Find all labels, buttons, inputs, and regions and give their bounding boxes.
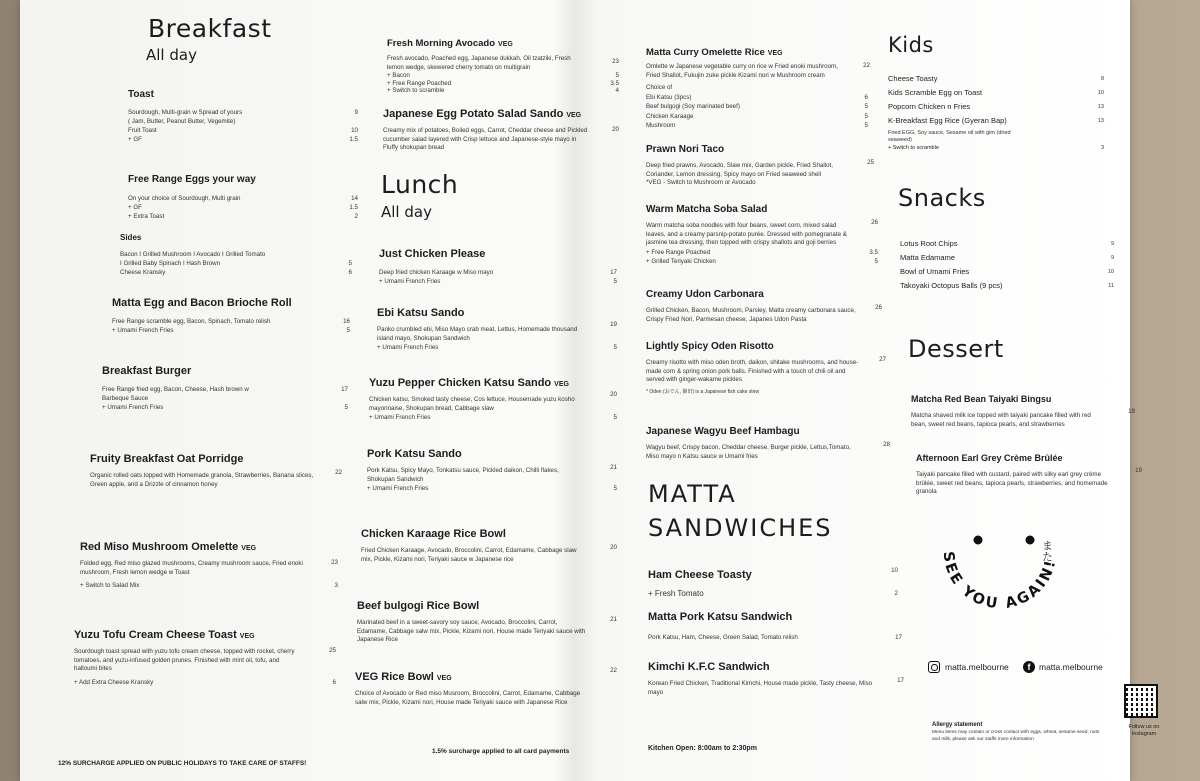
soba-title: Warm Matcha Soba Salad bbox=[646, 204, 768, 215]
veg-bowl-desc: Choice of Avocado or Red miso Musroom, Broccolini, Carrot, Edamame, Cabbage salw mix, Pickle, Kizami nori, House made Teriyaki sauce with Japanese Rice bbox=[355, 690, 581, 706]
brulee-item bbox=[916, 448, 1142, 497]
brioche-addon-price: 5 bbox=[346, 327, 350, 334]
porridge-desc: Organic rolled oats topped with Homemade granola, Strawberries, Banana slices, Green apple, and a Drizzle of cinnamon honey bbox=[90, 472, 314, 488]
hambagu-desc: Wagyu beef, Crispy bacon, Cheddar cheese, Burger pickle, Lettus,Tomato, Miso mayo n Katsu sauce w Umami fries bbox=[646, 444, 851, 460]
brulee-title: Afternoon Earl Grey Crème Brûlée bbox=[916, 453, 1063, 463]
kids-title: Kids bbox=[888, 33, 934, 57]
facebook-link[interactable] bbox=[1023, 661, 1103, 673]
risotto-desc: Creamy risotto with miso oden broth, daikon, shitake mushrooms, and house-made corn & spring onion pork balls. Finished with a touch of chili oil and served with ginger-wakame pickles bbox=[646, 359, 859, 384]
karaage-bowl-item bbox=[361, 524, 617, 564]
yuzu-pepper-addon-price: 5 bbox=[613, 414, 617, 422]
curry-veg: VEG bbox=[767, 50, 783, 57]
snacks-item bbox=[900, 251, 1114, 265]
snacks-item bbox=[900, 265, 1114, 279]
burger-addon-price: 5 bbox=[344, 404, 348, 411]
bulgogi-bowl-title: Beef bulgogi Rice Bowl bbox=[357, 600, 480, 612]
lunch-title: Lunch bbox=[381, 170, 459, 199]
kitchen-hours: Kitchen Open: 8:00am to 2:30pm bbox=[648, 745, 757, 752]
sandwiches-title-2: SANDWICHES bbox=[648, 514, 833, 542]
kids-item-name: Cheese Toasty bbox=[888, 74, 938, 83]
ebi-title: Ebi Katsu Sando bbox=[377, 307, 465, 319]
brulee-price: 19 bbox=[1135, 467, 1142, 474]
eggs-gf-price: 1.5 bbox=[349, 204, 358, 211]
soba-a1-price: 3.5 bbox=[869, 248, 878, 256]
pork-katsu-title: Pork Katsu Sando bbox=[367, 448, 462, 460]
pork-sandwich-title: Matta Pork Katsu Sandwich bbox=[648, 611, 793, 623]
ebi-addon-price: 5 bbox=[613, 344, 617, 352]
brioche-desc: Free Range scramble egg, Bacon, Spinach, Tomato relish bbox=[112, 318, 271, 325]
kids-item-name: Kids Scramble Egg on Toast bbox=[888, 88, 983, 97]
badge-text-path: SEE YOU AGAIN! bbox=[939, 550, 1060, 613]
omelette-addon: + Switch to Salad Mix bbox=[80, 582, 140, 590]
karaage-bowl-desc: Fried Chicken Karaage, Avocado, Broccolini, Carrot, Edamame, Cabbage slaw mix, Pickle, Kizami nori, Teriyaki sauce w Japanese rice bbox=[361, 547, 577, 563]
snacks-item-name: Lotus Root Chips bbox=[900, 239, 958, 248]
kids-item bbox=[888, 72, 1104, 86]
bingsu-title: Matcha Red Bean Taiyaki Bingsu bbox=[911, 394, 1052, 404]
brioche-price: 16 bbox=[343, 318, 350, 325]
eggs-desc: On your choice of Sourdough, Multi grain bbox=[128, 195, 241, 202]
porridge-price: 22 bbox=[335, 469, 342, 476]
avocado-a3: + Switch to scramble bbox=[387, 87, 445, 95]
curry-choice: Choice of bbox=[646, 84, 673, 92]
pork-katsu-addon-price: 5 bbox=[613, 485, 617, 493]
kids-item bbox=[888, 100, 1104, 114]
just-chicken-addon-price: 5 bbox=[613, 278, 617, 285]
yuzu-pepper-title: Yuzu Pepper Chicken Katsu Sando bbox=[369, 377, 552, 389]
eggs-title: Free Range Eggs your way bbox=[128, 174, 256, 185]
pork-katsu-price: 21 bbox=[610, 464, 617, 471]
dessert-title: Dessert bbox=[908, 335, 1004, 363]
kids-item-price: 8 bbox=[1100, 76, 1104, 82]
risotto-title: Lightly Spicy Oden Risotto bbox=[646, 341, 774, 352]
toast-gf-price: 1.5 bbox=[349, 136, 358, 143]
risotto-item bbox=[646, 336, 886, 397]
brioche-addon: + Umami French Fries bbox=[112, 327, 174, 334]
burger-desc-2: Barbeque Sauce bbox=[102, 395, 149, 402]
qr-code[interactable] bbox=[1124, 684, 1158, 718]
curry-c1: Ebi Katsu (3pcs) bbox=[646, 93, 692, 101]
taco-item bbox=[646, 139, 874, 187]
lunch-subtitle: All day bbox=[381, 203, 432, 221]
kimchi-desc: Korean Fried Chicken, Traditional Kimchi, House made pickle, Tasty cheese, Miso mayo bbox=[648, 680, 873, 696]
karaage-bowl-price: 20 bbox=[610, 544, 617, 551]
curry-c4-price: 5 bbox=[864, 122, 868, 130]
avocado-price: 23 bbox=[612, 58, 619, 65]
yuzu-pepper-veg: VEG bbox=[554, 381, 569, 388]
sides-title: Sides bbox=[120, 233, 142, 242]
facebook-icon: f bbox=[1023, 661, 1035, 673]
kids-kb-addon-price: 3 bbox=[1100, 145, 1104, 151]
yuzu-toast-addon: + Add Extra Cheese Kransky bbox=[74, 678, 154, 686]
avocado-a3-price: 4 bbox=[615, 87, 619, 95]
curry-c2: Beef bulgogi (Soy marinated beef) bbox=[646, 103, 740, 111]
porridge-title: Fruity Breakfast Oat Porridge bbox=[90, 453, 244, 465]
curry-title: Matta Curry Omelette Rice bbox=[646, 47, 765, 58]
facebook-handle: matta.melbourne bbox=[1039, 662, 1103, 672]
pork-katsu-desc: Pork Katsu, Spicy Mayo, Tonkatsu sauce, Pickled daikon, Chilli flakes, Shokupan Sandwich bbox=[367, 467, 559, 483]
avocado-desc: Fresh avocado, Poached egg, Japanese dukkah, Oil tzatziki, Fresh lemon wedge, skewered cherry tomato on multigrain bbox=[387, 55, 571, 71]
sides-line2: I Grilled Baby Spinach I Hash Brown bbox=[120, 260, 221, 267]
sides-line1: Bacon I Grilled Mushroom I Avocado I Grilled Tomato bbox=[120, 251, 266, 258]
soba-desc: Warm matcha soba noodles with four beans, sweet corn, mixed salad leaves, and a creamy parsnip-potato purée. Dressed with pomegranate & jasmine tea dressing, then topped with crispy shallots and goji berries bbox=[646, 222, 847, 247]
soba-item bbox=[646, 199, 878, 266]
ebi-addon: + Umami French Fries bbox=[377, 344, 439, 352]
avocado-a1: + Bacon bbox=[387, 72, 410, 80]
curry-item bbox=[646, 42, 870, 131]
burger-desc: Free Range fried egg, Bacon, Cheese, Hash brown w bbox=[102, 386, 249, 393]
just-chicken-price: 17 bbox=[610, 269, 617, 276]
kids-kb-addon: + Switch to scramble bbox=[888, 145, 939, 151]
kids-item-name: Popcorn Chicken n Fries bbox=[888, 102, 971, 111]
bulgogi-bowl-price: 21 bbox=[610, 616, 617, 623]
porridge-item bbox=[90, 449, 342, 489]
hambagu-title: Japanese Wagyu Beef Hambagu bbox=[646, 426, 800, 437]
kids-item-price: 13 bbox=[1097, 118, 1104, 124]
toast-gf: + GF bbox=[128, 136, 142, 143]
veg-bowl-veg: VEG bbox=[436, 675, 452, 682]
curry-c2-price: 5 bbox=[864, 103, 868, 111]
veg-bowl-price: 22 bbox=[610, 667, 617, 674]
snacks-item-price: 9 bbox=[1110, 255, 1114, 261]
toast-desc-2: ( Jam, Butter, Peanut Butter, Vegemite) bbox=[128, 118, 236, 125]
snacks-item-name: Matta Edamame bbox=[900, 253, 956, 262]
breakfast-title: Breakfast bbox=[148, 14, 272, 43]
snacks-item bbox=[900, 279, 1114, 293]
taco-price: 25 bbox=[867, 159, 874, 166]
egg-potato-title: Japanese Egg Potato Salad Sando bbox=[383, 108, 564, 120]
ebi-item bbox=[377, 303, 617, 352]
pork-sandwich-price: 17 bbox=[895, 634, 902, 641]
ham-title: Ham Cheese Toasty bbox=[648, 569, 752, 581]
kids-item bbox=[888, 114, 1104, 128]
kids-item-name: K-Breakfast Egg Rice (Gyeran Bap) bbox=[888, 116, 1007, 125]
ebi-desc: Panko crumbled ebi, Miso Mayo crab meat, Lettus, Homemade thousand island mayo, Shokupan Sandwich bbox=[377, 326, 578, 342]
risotto-note: * Oden (おでん, 御田) is a Japanese fish cake stew bbox=[646, 388, 760, 395]
kids-item-price: 13 bbox=[1097, 104, 1104, 110]
just-chicken-desc: Deep fried chicken Karaage w Miso mayo bbox=[379, 269, 494, 276]
bulgogi-bowl-item bbox=[357, 596, 617, 645]
see-you-again-badge bbox=[930, 522, 1070, 637]
carbonara-desc: Grilled Chicken, Bacon, Mushroom, Parsley, Matta creamy carbonara sauce, Crispy Fried Nori, Parmesan cheese, Japanes Udon Pasta bbox=[646, 307, 856, 323]
snacks-item bbox=[900, 237, 1114, 251]
instagram-icon bbox=[928, 661, 940, 673]
eggs-gf: + GF bbox=[128, 204, 142, 211]
snacks-item-name: Takoyaki Octopus Balls (9 pcs) bbox=[900, 281, 1003, 290]
soba-a1: + Free Range Poached bbox=[646, 248, 711, 256]
snacks-item-name: Bowl of Umami Fries bbox=[900, 267, 970, 276]
allergy-text: Menu items may contain or cross contact with eggs, wheat, sesame seed, nuts and milk, please ask our staffs more information bbox=[932, 730, 1100, 742]
yuzu-pepper-desc: Chicken katsu, Smoked tasty cheese, Cos lettuce, Housemade yuzu kosho mayonnaise, Shokupan bread, Cabbage slaw bbox=[369, 396, 575, 412]
yuzu-toast-title: Yuzu Tofu Cream Cheese Toast bbox=[74, 629, 237, 641]
follow-instagram: Follow us on Instagram bbox=[1128, 724, 1160, 737]
soba-a2: + Grilled Teriyaki Chicken bbox=[646, 257, 716, 265]
omelette-price: 23 bbox=[331, 559, 338, 566]
carbonara-title: Creamy Udon Carbonara bbox=[646, 289, 764, 300]
sides-line3: Cheese Kransky bbox=[120, 269, 166, 276]
toast-item bbox=[128, 84, 358, 144]
yuzu-toast-price: 25 bbox=[329, 647, 336, 654]
snacks-list bbox=[900, 237, 1114, 293]
omelette-addon-price: 3 bbox=[334, 582, 338, 590]
sandwiches-title-1: MATTA bbox=[648, 480, 737, 508]
burger-item bbox=[102, 361, 348, 412]
burger-price: 17 bbox=[341, 386, 348, 393]
burger-addon: + Umami French Fries bbox=[102, 404, 164, 411]
holiday-surcharge: 12% SURCHARGE APPLIED ON PUBLIC HOLIDAYS TO TAKE CARE OF STAFFS! bbox=[58, 760, 307, 767]
brulee-desc: Taiyaki pancake filled with custard, paired with silky earl grey crème brûlée, sweet red beans, tapioca pearls, strawberries, and homemade granola bbox=[916, 471, 1108, 496]
veg-bowl-item bbox=[355, 667, 617, 707]
allergy-title: Allergy statement bbox=[932, 722, 983, 728]
curry-c1-price: 6 bbox=[864, 93, 868, 101]
bulgogi-bowl-desc: Marinated beef in a sweet-savory soy sauce, Avocado, Broccolini, Carrot, Edamame, Cabbage salw mix, Pickle, Kizami nori, House made Teriyaki sauce with Japanese Rice bbox=[357, 619, 586, 644]
egg-potato-price: 20 bbox=[612, 126, 619, 133]
avocado-a2-price: 3.5 bbox=[610, 79, 619, 87]
kids-item bbox=[888, 86, 1104, 100]
breakfast-subtitle: All day bbox=[146, 46, 197, 64]
omelette-title: Red Miso Mushroom Omelette bbox=[80, 541, 239, 553]
omelette-desc: Folded egg, Red miso glazed mushrooms, Creamy mushroom sauce, Fried enoki mushroom, Fresh lemon wedge w Toast bbox=[80, 560, 303, 576]
curry-c4: Mushroom bbox=[646, 122, 676, 130]
avocado-a2: + Free Range Poached bbox=[387, 79, 452, 87]
avocado-veg: VEG bbox=[498, 41, 513, 48]
egg-potato-veg: VEG bbox=[566, 112, 582, 119]
just-chicken-addon: + Umami French Fries bbox=[379, 278, 441, 285]
veg-bowl-title: VEG Rice Bowl bbox=[355, 671, 434, 683]
eggs-extra: + Extra Toast bbox=[128, 213, 165, 220]
toast-title: Toast bbox=[128, 89, 154, 100]
curry-desc: Omlette w Japanese vegetable curry on rice w Fried enoki mushroom, Fried Shallot, Fukujin zuke pickle Kizami nori w Mushroom cream bbox=[646, 63, 838, 79]
yuzu-pepper-item bbox=[369, 373, 617, 422]
carbonara-item bbox=[646, 284, 882, 324]
yuzu-toast-desc: Sourdough toast spread with yuzu tofu cream cheese, topped with rocket, cherry tomatoes, and yuzu-infused golden prunes. Finished with mint oil, tofu, and halloumi bites bbox=[74, 648, 295, 673]
card-surcharge: 1.5% surcharge applied to all card payments bbox=[432, 748, 570, 755]
pork-katsu-addon: + Umami French Fries bbox=[367, 485, 429, 493]
kimchi-price: 17 bbox=[897, 677, 904, 684]
ham-addon-price: 2 bbox=[894, 590, 898, 597]
just-chicken-item bbox=[379, 244, 617, 286]
fruit-toast: Fruit Toast bbox=[128, 127, 157, 134]
yuzu-toast-addon-price: 6 bbox=[332, 678, 336, 686]
bingsu-price: 19 bbox=[1128, 408, 1135, 415]
kimchi-item bbox=[648, 657, 904, 697]
kids-item-price: 10 bbox=[1097, 90, 1104, 96]
ham-price: 10 bbox=[891, 567, 898, 574]
sides-price1: 5 bbox=[348, 260, 352, 267]
badge-jp: また bbox=[1040, 540, 1054, 562]
sides-price2: 6 bbox=[348, 269, 352, 276]
brioche-item bbox=[112, 293, 350, 335]
yuzu-pepper-price: 20 bbox=[610, 391, 617, 398]
badge-eye-right bbox=[1026, 536, 1035, 545]
eggs-item bbox=[128, 169, 358, 221]
kids-list bbox=[888, 72, 1104, 152]
sides-item bbox=[120, 227, 352, 277]
curry-c3: Chicken Karaage bbox=[646, 112, 694, 120]
avocado-title: Fresh Morning Avocado bbox=[387, 38, 496, 49]
omelette-veg: VEG bbox=[241, 545, 257, 552]
risotto-price: 27 bbox=[879, 356, 886, 363]
egg-potato-item bbox=[383, 104, 619, 153]
pork-sandwich-item bbox=[648, 607, 902, 642]
instagram-handle: matta.melbourne bbox=[945, 662, 1009, 672]
brioche-title: Matta Egg and Bacon Brioche Roll bbox=[112, 297, 292, 309]
hambagu-item bbox=[646, 421, 890, 461]
snacks-title: Snacks bbox=[898, 184, 986, 212]
snacks-item-price: 10 bbox=[1107, 269, 1114, 275]
curry-c3-price: 5 bbox=[864, 112, 868, 120]
omelette-item bbox=[80, 537, 338, 590]
fruit-toast-price: 10 bbox=[351, 127, 358, 134]
yuzu-pepper-addon: + Umami French Fries bbox=[369, 414, 431, 422]
kids-kb-desc: Fried EGG, Soy sauce, Sesame oil with gim (dried seaweed) bbox=[888, 130, 1011, 143]
egg-potato-desc: Creamy mix of potatoes, Boiled eggs, Carrot, Cheddar cheese and Pickled cucumber salad layered with Crisp lettuce and Japanese-style mayo in Fluffy shokupan bread bbox=[383, 127, 588, 152]
avocado-item bbox=[387, 33, 619, 95]
ham-addon: + Fresh Tomato bbox=[648, 589, 704, 598]
badge-eye-left bbox=[974, 536, 983, 545]
eggs-extra-price: 2 bbox=[354, 213, 358, 220]
bingsu-item bbox=[911, 389, 1135, 429]
carbonara-price: 26 bbox=[875, 304, 882, 311]
soba-price: 26 bbox=[871, 219, 878, 226]
pork-sandwich-desc: Pork Katsu, Ham, Cheese, Green Salad, Tomato relish bbox=[648, 634, 798, 641]
instagram-link[interactable] bbox=[928, 661, 1009, 673]
ebi-price: 19 bbox=[610, 321, 617, 328]
taco-note: *VEG - Switch to Mushroom or Avocado bbox=[646, 179, 756, 187]
eggs-price: 14 bbox=[351, 195, 358, 202]
kimchi-title: Kimchi K.F.C Sandwich bbox=[648, 661, 770, 673]
toast-price: 9 bbox=[354, 109, 358, 116]
toast-desc: Sourdough, Multi-grain w Spread of yours bbox=[128, 109, 243, 116]
snacks-item-price: 11 bbox=[1108, 283, 1114, 289]
pork-katsu-item bbox=[367, 444, 617, 493]
bingsu-desc: Matcha shaved milk ice topped with taiyaki pancake filled with red bean, sweet red beans, tapioca pearls, and strawberries bbox=[911, 412, 1091, 428]
yuzu-toast-item bbox=[74, 625, 336, 687]
just-chicken-title: Just Chicken Please bbox=[379, 248, 486, 260]
snacks-item-price: 9 bbox=[1110, 241, 1114, 247]
karaage-bowl-title: Chicken Karaage Rice Bowl bbox=[361, 528, 506, 540]
taco-desc: Deep fried prawns, Avocado, Slaw mix, Garden pickle, Fried Shallot, Coriander, Lemon dressing, Spicy mayo on Fried seaweed shell bbox=[646, 162, 833, 178]
yuzu-toast-veg: VEG bbox=[239, 633, 255, 640]
curry-price: 22 bbox=[863, 62, 870, 69]
hambagu-price: 28 bbox=[883, 441, 890, 448]
soba-a2-price: 5 bbox=[874, 257, 878, 265]
avocado-a1-price: 5 bbox=[615, 72, 619, 80]
taco-title: Prawn Nori Taco bbox=[646, 144, 725, 155]
ham-item bbox=[648, 565, 898, 598]
burger-title: Breakfast Burger bbox=[102, 365, 192, 377]
